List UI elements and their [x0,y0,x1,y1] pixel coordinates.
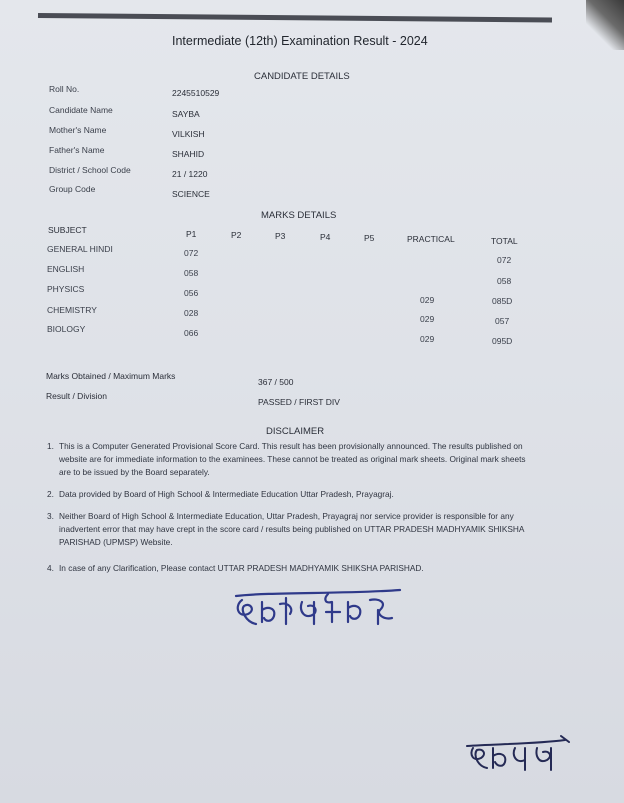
col-subject: SUBJECT [48,225,87,235]
disclaimer-number: 1. [47,441,54,451]
col-p3: P3 [275,231,286,241]
group-code-label: Group Code [49,184,96,194]
disclaimer-item [47,510,535,552]
disclaimer-number: 4. [47,563,54,573]
district-school-value: 21 / 1220 [172,169,208,179]
col-practical: PRACTICAL [407,234,455,244]
disclaimer-text: In case of any Clarification, Please contact UTTAR PRADESH MADHYAMIK SHIKSHA PARISHAD. [59,563,424,573]
candidate-section-heading: CANDIDATE DETAILS [254,71,350,82]
roll-no-label: Roll No. [49,84,80,94]
disclaimer-number: 3. [47,511,54,521]
row-p1: 072 [184,248,199,258]
father-name-value: SHAHID [172,149,205,159]
candidate-signature [465,736,575,776]
row-total: 057 [495,316,510,326]
row-subject: GENERAL HINDI [47,244,113,254]
mother-name-label: Mother's Name [49,125,107,135]
father-name-label: Father's Name [49,145,105,155]
marks-section-heading: MARKS DETAILS [261,210,337,221]
disclaimer-text: This is a Computer Generated Provisional Score Card. This result has been provisionally announced. The results published on website are for immediate information to the examinees. These cannot be treated as original mark sheets. Original mark sheets are to be issued by the Board separately. [59,441,526,477]
row-subject: BIOLOGY [47,324,86,334]
mother-name-value: VILKISH [172,129,205,139]
row-practical: 029 [420,314,435,324]
row-total: 085D [492,296,513,306]
header-rule [38,13,552,22]
roll-no-value: 2245510529 [172,88,220,98]
col-p1: P1 [186,229,197,239]
disclaimer-heading: DISCLAIMER [266,426,325,437]
disclaimer-item [47,562,535,576]
row-total: 058 [497,276,512,286]
col-total: TOTAL [491,236,518,246]
district-school-label: District / School Code [49,165,131,175]
row-total: 095D [492,336,513,346]
row-practical: 029 [420,334,435,344]
marks-obtained-value: 367 / 500 [258,377,294,387]
page-title: Intermediate (12th) Examination Result - 2024 [172,34,428,48]
col-p4: P4 [320,232,331,242]
disclaimer-item [47,440,535,482]
group-code-value: SCIENCE [172,189,210,199]
disclaimer-text: Neither Board of High School & Intermediate Education, Uttar Pradesh, Prayagraj nor service provider is responsible for any inadvertent error that may have crept in the score card / results being published on UTTAR PRADESH MADHYAMIK SHIKSHA PARISHAD (UPMSP) Website. [59,511,524,547]
col-p5: P5 [364,233,375,243]
row-subject: PHYSICS [47,284,85,294]
row-p1: 058 [184,268,199,278]
result-division-label: Result / Division [46,391,107,401]
marks-obtained-label: Marks Obtained / Maximum Marks [46,371,176,381]
disclaimer-text: Data provided by Board of High School & Intermediate Education Uttar Pradesh, Prayagraj. [59,489,394,499]
row-total: 072 [497,255,512,265]
disclaimer-number: 2. [47,489,54,499]
row-practical: 029 [420,295,435,305]
col-p2: P2 [231,230,242,240]
row-p1: 056 [184,288,199,298]
paper-corner-shadow [586,0,624,50]
row-subject: CHEMISTRY [47,305,97,315]
row-p1: 066 [184,328,199,338]
candidate-name-label: Candidate Name [49,105,113,115]
row-p1: 028 [184,308,199,318]
row-subject: ENGLISH [47,264,85,274]
result-division-value: PASSED / FIRST DIV [258,397,340,407]
self-attestation-handwriting [228,588,408,638]
candidate-name-value: SAYBA [172,109,200,119]
disclaimer-item [47,488,535,502]
